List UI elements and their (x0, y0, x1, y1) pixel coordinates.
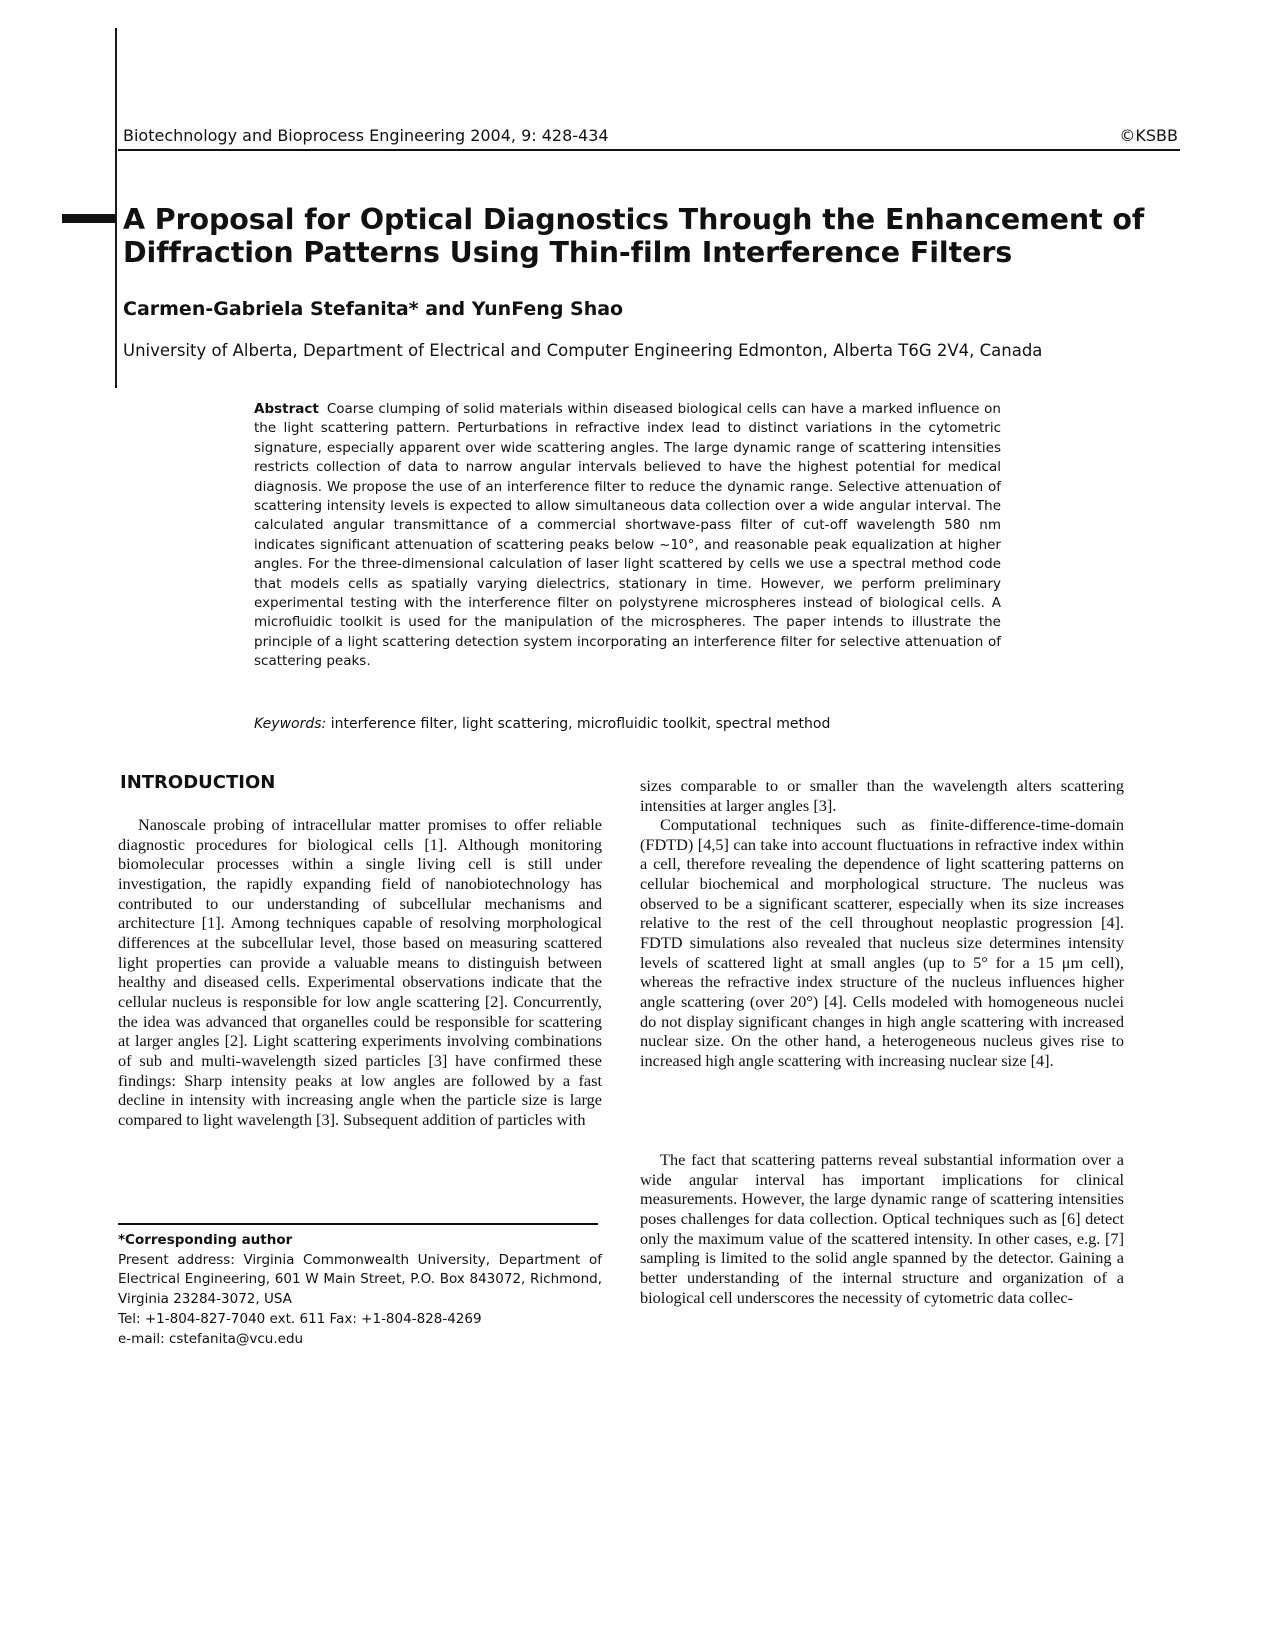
abstract (254, 400, 1001, 672)
affiliation: University of Alberta, Department of Electrical and Computer Engineering Edmonton, Alberta T6G 2V4, Canada (123, 341, 1043, 360)
footnote (118, 1231, 602, 1349)
keywords-text: interference filter, light scattering, microfluidic toolkit, spectral method (330, 716, 831, 732)
body-paragraph-left: Nanoscale probing of intracellular matter promises to offer reliable diagnostic procedures for biological cells [1]. Although monitoring biomolecular processes within a single living cell is still under investigation, the rapidly expanding field of nanobiotechnology has contributed to our understanding of subcellular mechanisms and architecture [1]. Among techniques capable of resolving morphological differences at the subcellular level, those based on measuring scattered light properties can provide a valuable means to distinguish between healthy and diseased cells. Experimental observations indicate that the cellular nucleus is responsible for low angle scattering [2]. Concurrently, the idea was advanced that organelles could be responsible for scattering at larger angles [2]. Light scattering experiments involving combinations of sub and multi-wavelength sized particles [3] have confirmed these findings: Sharp intensity peaks at low angles are followed by a fast decline in intensity with increasing angle when the particle size is large compared to light wavelength [3]. Subsequent addition of particles with (118, 815, 602, 1129)
body-paragraph-right-fdtd: Computational techniques such as finite-difference-time-domain (FDTD) [4,5] can take into account fluctuations in refractive index within a cell, therefore revealing the dependence of light scattering patterns on cellular biochemical and morphological structure. The nucleus was observed to be a significant scatterer, especially when its size increases relative to the rest of the cell throughout neoplastic progression [4]. FDTD simulations also revealed that nucleus size determines intensity levels of scattered light at small angles (up to 5° for a 15 μm cell), whereas the refractive index structure of the nucleus influences higher angle scattering (over 20°) [4]. Cells modeled with homogeneous nuclei do not display significant changes in high angle scattering with increased nuclear size. On the other hand, a heterogeneous nucleus gives rise to increased high angle scattering with increasing nuclear size [4]. (640, 815, 1124, 1070)
running-header (123, 126, 1178, 146)
abstract-text: Coarse clumping of solid materials within diseased biological cells can have a marked influence on the light scattering pattern. Perturbations in refractive index lead to distinct variations in the cytometric signature, especially apparent over wide scattering angles. The large dynamic range of scattering intensities restricts collection of data to narrow angular intervals believed to have the highest potential for medical diagnosis. We propose the use of an interference filter to reduce the dynamic range. Selective attenuation of scattering intensity levels is expected to allow simultaneous data collection over a wide angular interval. The calculated angular transmittance of a commercial shortwave-pass filter of cut-off wavelength 580 nm indicates significant attenuation of scattering peaks below ~10°, and reasonable peak equalization at higher angles. For the three-dimensional calculation of laser light scattered by cells we use a spectral method code that models cells as spatially varying dielectrics, stationary in time. However, we perform preliminary experimental testing with the interference filter on polystyrene microspheres instead of biological cells. A microfluidic toolkit is used for the manipulation of the microspheres. The paper intends to illustrate the principle of a light scattering detection system incorporating an interference filter for selective attenuation of scattering peaks. (254, 401, 1001, 670)
keywords-label: Keywords: (254, 716, 327, 732)
footnote-email: e-mail: cstefanita@vcu.edu (118, 1330, 304, 1347)
paper-title: A Proposal for Optical Diagnostics Through the Enhancement of Diffraction Patterns Using Thin-film Interference Filters (123, 203, 1145, 269)
body-paragraph-right-continued: sizes comparable to or smaller than the wavelength alters scattering intensities at larger angles [3]. (640, 776, 1124, 815)
margin-rule (115, 28, 117, 388)
author-list: Carmen-Gabriela Stefanita* and YunFeng Shao (123, 298, 624, 320)
journal-citation: Biotechnology and Bioprocess Engineering 2004, 9: 428-434 (123, 126, 609, 145)
footnote-address: Present address: Virginia Commonwealth University, Department of Electrical Engineering, 601 W Main Street, P.O. Box 843072, Richmond, Virginia 23284-3072, USA (118, 1251, 602, 1308)
abstract-label: Abstract (254, 401, 319, 417)
margin-mark (62, 214, 116, 223)
body-paragraph-right-clinical: The fact that scattering patterns reveal substantial information over a wide angular interval has important implications for clinical measurements. However, the large dynamic range of scattering intensities poses challenges for data collection. Optical techniques such as [6] detect only the maximum value of the scattered intensity. In other cases, e.g. [7] sampling is limited to the solid angle spanned by the detector. Gaining a better understanding of the internal structure and organization of a biological cell underscores the necessity of cytometric data collec- (640, 1150, 1124, 1307)
copyright-mark: ©KSBB (1119, 126, 1178, 145)
footnote-divider (118, 1223, 598, 1225)
keywords (254, 716, 1014, 732)
footnote-heading: *Corresponding author (118, 1232, 293, 1248)
footnote-phone: Tel: +1-804-827-7040 ext. 611 Fax: +1-804-828-4269 (118, 1310, 482, 1327)
section-heading: INTRODUCTION (120, 772, 276, 793)
header-divider (118, 149, 1180, 151)
